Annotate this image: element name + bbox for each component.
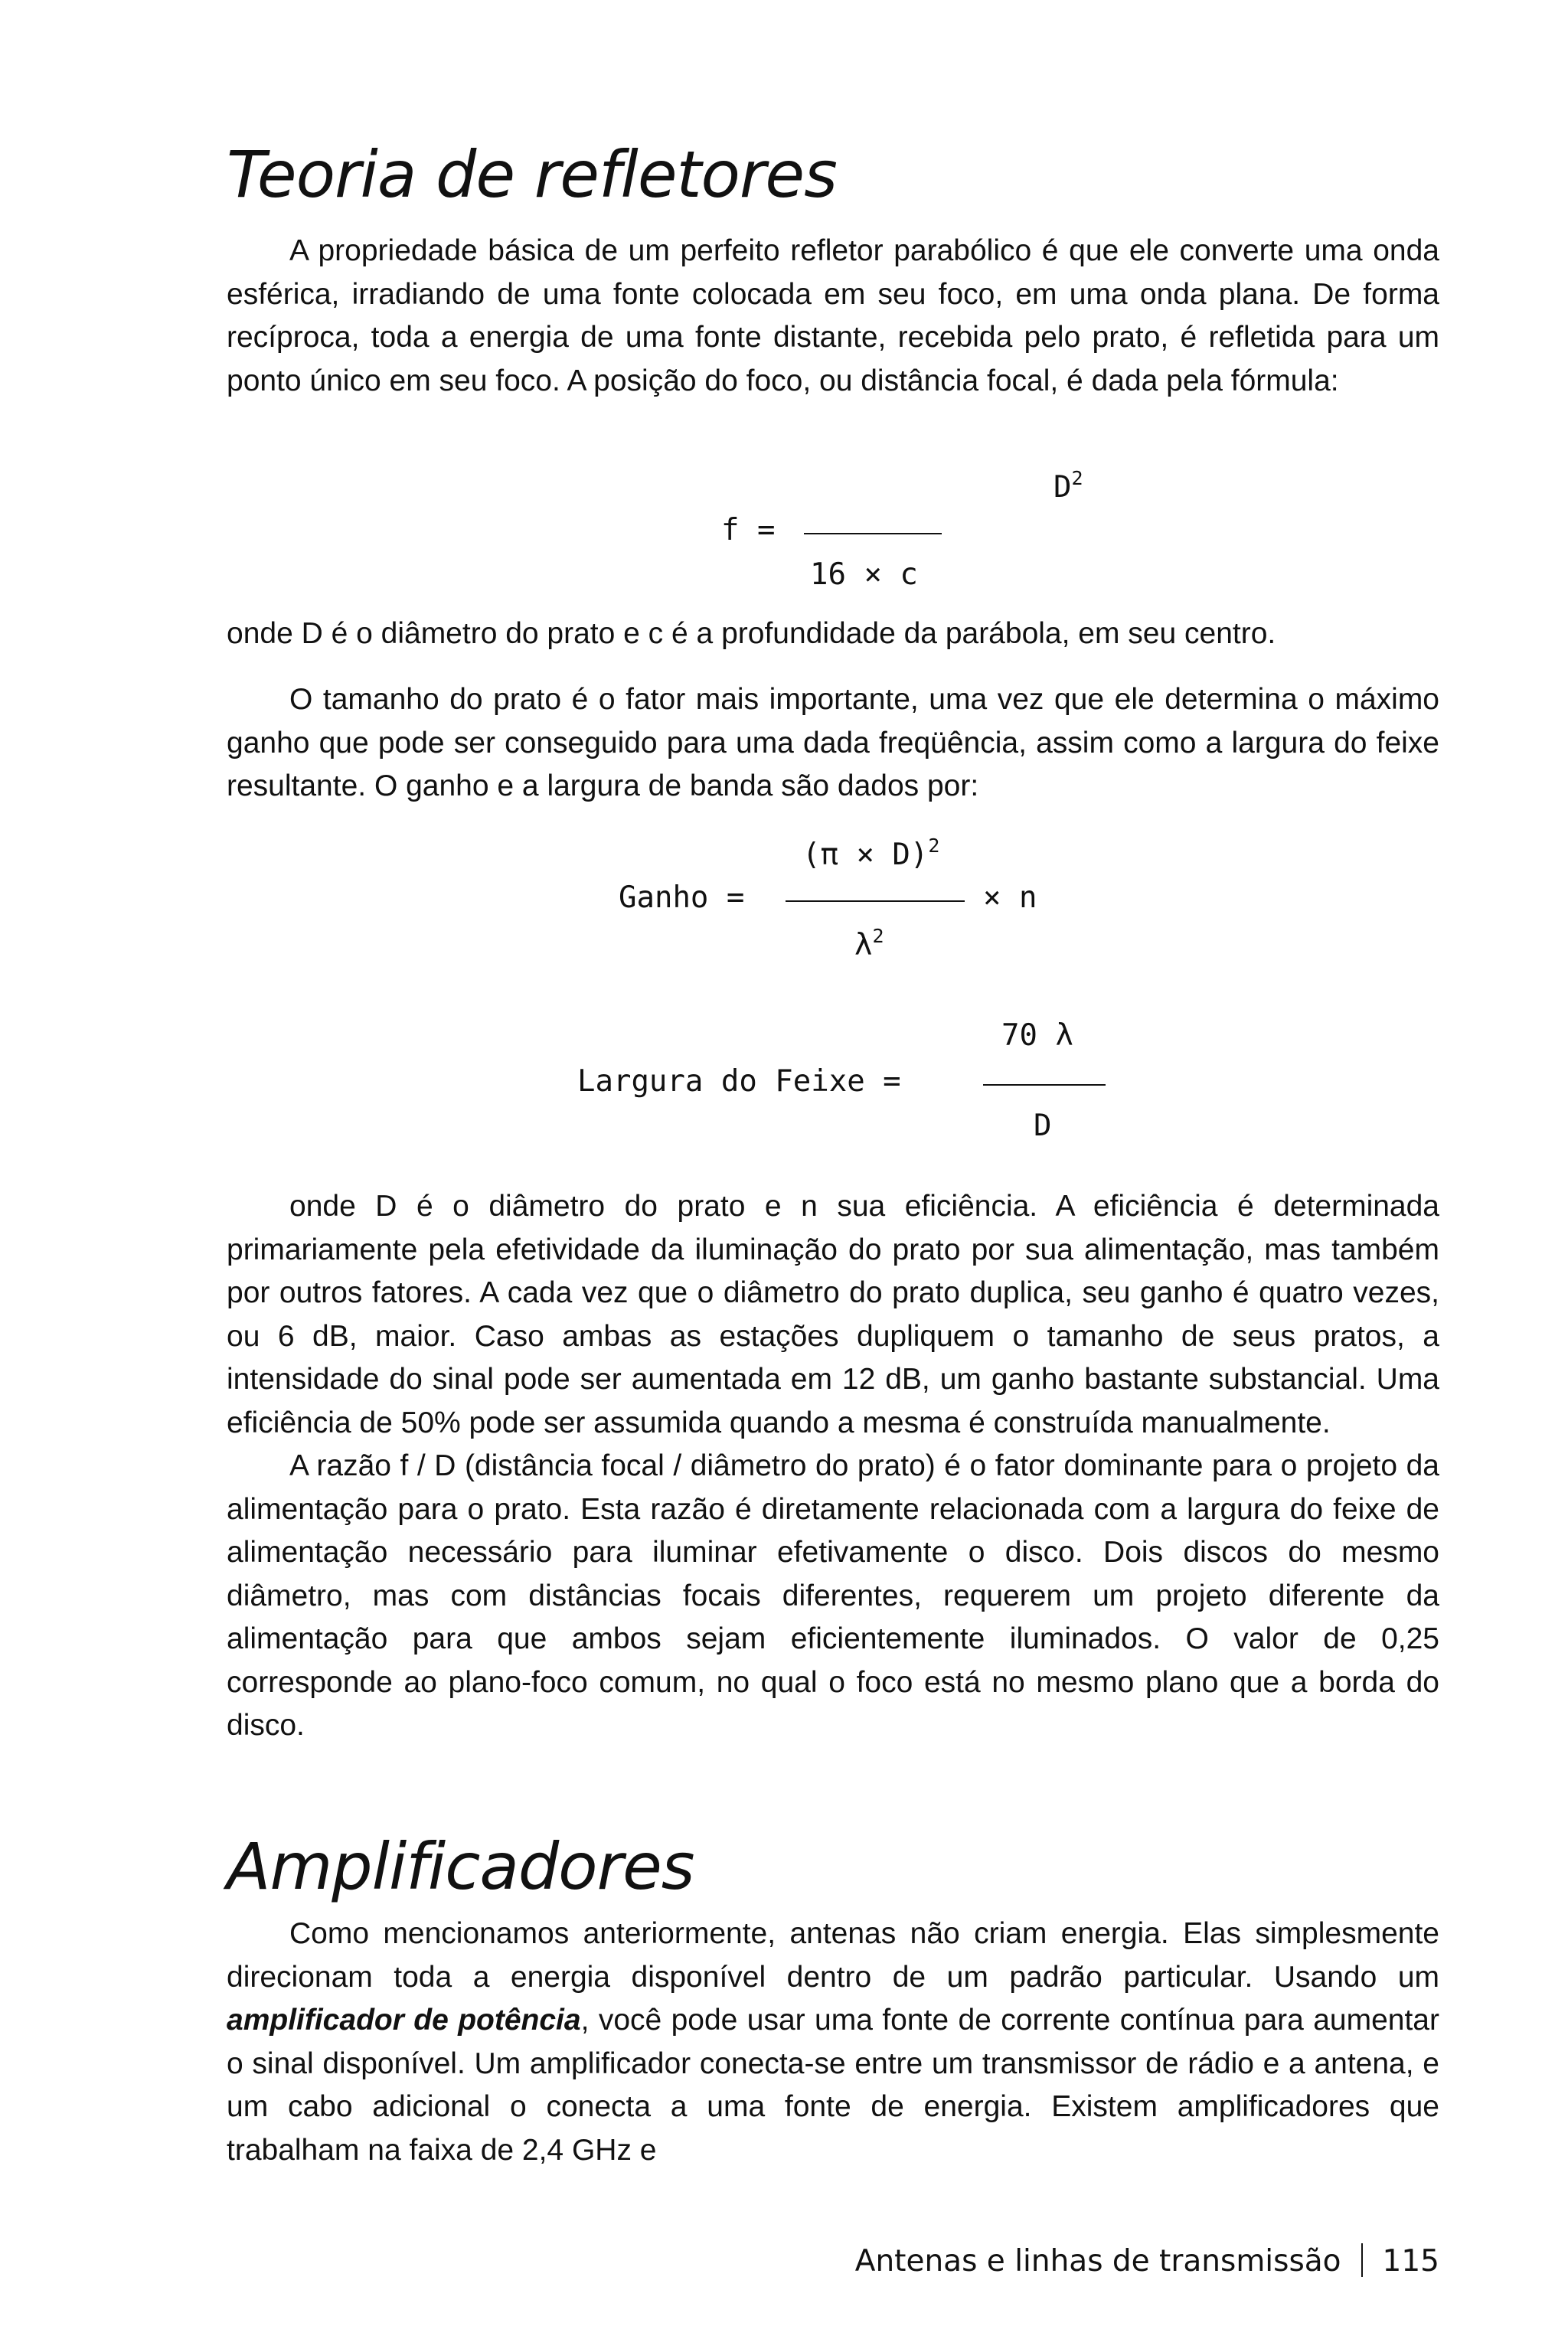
formula-numerator: $D^2$ [1054,467,1083,505]
paragraph-reflector-basics [227,230,1439,403]
paragraph-text: onde D é o diâmetro do prato e c é a profundidade da parábola, em seu centro. [227,617,1276,650]
paragraph-text: O tamanho do prato é o fator mais importante, uma vez que ele determina o máximo ganho que pode ser conseguido para uma dada freqüência, assim como a largura do feixe resultante. O ganho e a largura de banda são dados por: [227,683,1439,802]
formula-rhs: × n [983,880,1037,915]
paragraph-text: Como mencionamos anteriormente, antenas não criam energia. Elas simplesmente direcionam toda a energia disponível dentro de um padrão particular. Usando um amplificador de potência, você pode usar uma fonte de corrente contínua para aumentar o sinal disponível. Um amplificador conecta-se entre um transmissor de rádio e a antena, e um cabo adicional o conecta a uma fonte de energia. Existem amplificadores que trabalham na faixa de 2,4 GHz e [227,1917,1439,2167]
section-title-reflectors: Teoria de refletores [227,137,837,212]
book-page [227,0,1439,2352]
footer-chapter-title: Antenas e linhas de transmissão [854,2244,1341,2278]
paragraph-amplifiers [227,1913,1439,2172]
formula-numerator: 70 λ [1001,1018,1073,1053]
formula-beam-width [227,1018,1439,1164]
fraction-bar [804,533,942,534]
paragraph-text: A propriedade básica de um perfeito refletor parabólico é que ele converte uma onda esférica, irradiando de uma fonte colocada em seu foco, em uma onda plana. De forma recíproca, toda a energia de uma fonte distante, recebida pelo prato, é refletida para um ponto único em seu foco. A posição do foco, ou distância focal, é dada pela fórmula: [227,234,1439,397]
paragraph-text: A razão f / D (distância focal / diâmetro do prato) é o fator dominante para o projeto da alimentação para o prato. Esta razão é diretamente relacionada com a largura do feixe de alimentação necessário para iluminar efetivamente o disco. Dois discos do mesmo diâmetro, mas com distâncias focais diferentes, requerem um projeto diferente da alimentação para que ambos sejam eficientemente iluminados. O valor de 0,25 corresponde ao plano-foco comum, no qual o foco está no mesmo plano que a borda do disco. [227,1449,1439,1742]
paragraph-dish-size [227,678,1439,808]
paragraph-focal-definition [227,612,1439,656]
formula-lhs: f = [721,513,776,547]
footer-page-number: 115 [1382,2244,1439,2278]
section-title-amplifiers: Amplificadores [227,1829,694,1904]
formula-denominator: D [1034,1109,1052,1143]
formula-gain [227,824,1439,969]
formula-lhs: Ganho = [619,880,745,915]
formula-focal-length [227,459,1439,597]
footer-separator [1361,2243,1363,2277]
formula-numerator: $(\pi \times D)^2$ [802,835,940,872]
page-footer [227,2243,1439,2278]
formula-denominator: $\lambda^2$ [854,925,884,962]
fraction-bar [786,900,965,902]
emphasis-power-amplifier: amplificador de potência [227,2004,581,2037]
paragraph-efficiency [227,1185,1439,1748]
paragraph-text: onde D é o diâmetro do prato e n sua eficiência. A eficiência é determinada primariamente pela efetividade da iluminação do prato por sua alimentação, mas também por outros fatores. A cada vez que o diâmetro do prato duplica, seu ganho é quatro vezes, ou 6 dB, maior. Caso ambas as estações dupliquem o tamanho de seus pratos, a intensidade do sinal pode ser aumentada em 12 dB, um ganho bastante substancial. Uma eficiência de 50% pode ser assumida quando a mesma é construída manualmente. [227,1190,1439,1439]
fraction-bar [983,1084,1106,1086]
formula-denominator: 16 × c [810,557,918,592]
formula-lhs: Largura do Feixe = [577,1064,901,1099]
